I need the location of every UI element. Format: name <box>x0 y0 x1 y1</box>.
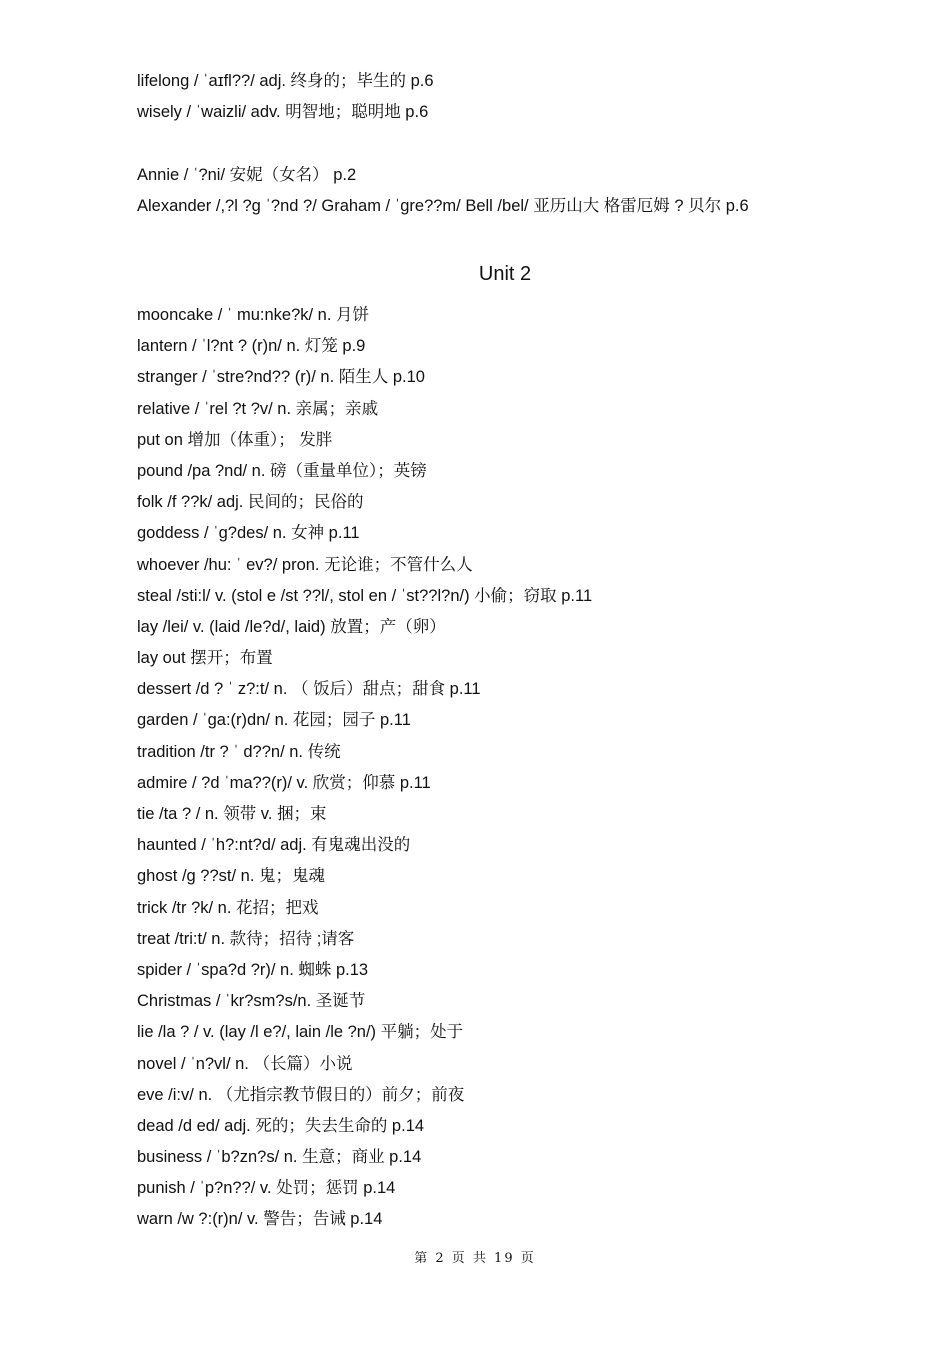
vocab-entry: put on 增加（体重）； 发胖 <box>137 430 333 449</box>
vocab-line: Alexander /,?l ?g ˈ?nd ?/ Graham / ˈgre??m/ Bell /bel/ 亚历山大 格雷厄姆 ? 贝尔 p.6 <box>137 196 749 215</box>
vocab-entry: tradition /tr ? ˈ d??n/ n. 传统 <box>137 742 341 761</box>
vocab-entry: haunted / ˈh?:nt?d/ adj. 有鬼魂出没的 <box>137 836 411 855</box>
vocab-entry: stranger / ˈstre?nd?? (r)/ n. 陌生人 p.10 <box>137 368 425 387</box>
vocab-entry: warn /w ?:(r)n/ v. 警告；告诫 p.14 <box>137 1210 383 1229</box>
vocab-entry: dessert /d ? ˈ z?:t/ n. （ 饭后）甜点；甜食 p.11 <box>137 680 481 699</box>
vocab-entry: lay out 摆开；布置 <box>137 649 273 668</box>
blank-line <box>137 128 917 159</box>
carryover-vocab-list <box>137 66 917 222</box>
vocab-entry: treat /tri:t/ n. 款待；招待 ;请客 <box>137 929 355 948</box>
vocab-entry: business / ˈb?zn?s/ n. 生意；商业 p.14 <box>137 1148 422 1167</box>
vocab-entry: eve /i:v/ n. （尤指宗教节假日的）前夕；前夜 <box>137 1085 465 1104</box>
vocab-entry: lay /lei/ v. (laid /le?d/, laid) 放置；产（卵） <box>137 617 446 636</box>
vocab-entry: novel / ˈn?vl/ n. （长篇）小说 <box>137 1054 353 1073</box>
vocab-entry: steal /sti:l/ v. (stol e /st ??l/, stol en / ˈst??l?n/) 小偷；窃取 p.11 <box>137 586 593 605</box>
unit-vocab-list <box>137 300 917 1236</box>
vocab-entry: whoever /hu: ˈ ev?/ pron. 无论谁；不管什么人 <box>137 555 473 574</box>
vocab-entry: relative / ˈrel ?t ?v/ n. 亲属；亲戚 <box>137 399 379 418</box>
vocab-entry: lie /la ? / v. (lay /l e?/, lain /le ?n/) 平躺；处于 <box>137 1023 464 1042</box>
vocab-entry: ghost /g ??st/ n. 鬼；鬼魂 <box>137 867 325 886</box>
vocab-line: Annie / ˈ?ni/ 安妮（女名） p.2 <box>137 165 357 184</box>
vocab-entry: spider / ˈspa?d ?r)/ n. 蜘蛛 p.13 <box>137 960 369 979</box>
vocab-line: lifelong / ˈaɪfl??/ adj. 终身的；毕生的 p.6 <box>137 72 434 90</box>
vocab-entry: tie /ta ? / n. 领带 v. 捆；束 <box>137 805 327 823</box>
vocab-entry: Christmas / ˈkr?sm?s/n. 圣诞节 <box>137 992 366 1011</box>
vocab-entry: mooncake / ˈ mu:nke?k/ n. 月饼 <box>137 306 370 324</box>
vocab-entry: trick /tr ?k/ n. 花招；把戏 <box>137 898 319 917</box>
vocab-entry: admire / ?d ˈma??(r)/ v. 欣赏；仰慕 p.11 <box>137 773 431 792</box>
vocab-entry: lantern / ˈl?nt ? (r)n/ n. 灯笼 p.9 <box>137 337 366 356</box>
vocab-entry: pound /pa ?nd/ n. 磅（重量单位）；英镑 <box>137 461 427 480</box>
vocab-entry: folk /f ??k/ adj. 民间的；民俗的 <box>137 493 364 512</box>
vocab-entry: dead /d ed/ adj. 死的；失去生命的 p.14 <box>137 1116 425 1135</box>
vocab-entry: goddess / ˈg?des/ n. 女神 p.11 <box>137 524 360 543</box>
unit-title: Unit 2 <box>478 263 532 285</box>
vocab-line: wisely / ˈwaizli/ adv. 明智地；聪明地 p.6 <box>137 103 429 122</box>
page-number-footer: 第 2 页 共 19 页 <box>414 1251 536 1266</box>
vocab-entry: punish / ˈp?n??/ v. 处罚；惩罚 p.14 <box>137 1179 396 1198</box>
vocab-entry: garden / ˈga:(r)dn/ n. 花园；园子 p.11 <box>137 711 411 730</box>
